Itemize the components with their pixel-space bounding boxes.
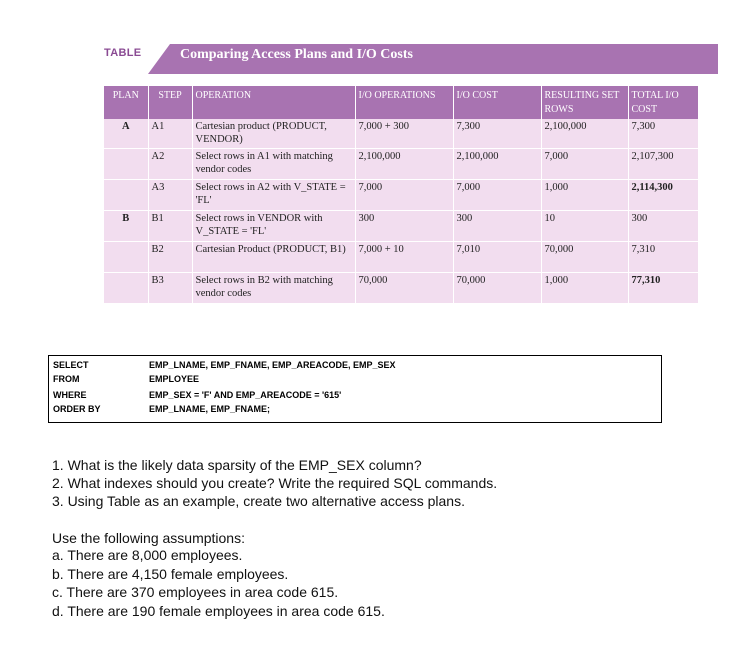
sql-query-box [48, 355, 662, 423]
step-cell: B2 [148, 242, 192, 273]
plan-cell [104, 180, 148, 211]
operation-cell: Cartesian product (PRODUCT, VENDOR) [192, 119, 355, 149]
result-rows-cell: 1,000 [541, 273, 628, 304]
io-cost-cell: 7,000 [453, 180, 541, 211]
table-row [104, 149, 698, 180]
result-rows-cell: 2,100,000 [541, 119, 628, 149]
assumption-item: b. There are 4,150 female employees. [52, 566, 289, 582]
operation-cell: Cartesian Product (PRODUCT, B1) [192, 242, 355, 273]
sql-select-keyword: SELECT [53, 360, 89, 370]
sql-from-table: EMPLOYEE [149, 374, 200, 384]
table-row [104, 273, 698, 304]
access-plans-table [104, 86, 699, 304]
io-ops-cell: 7,000 + 300 [355, 119, 453, 149]
assumption-item: a. There are 8,000 employees. [52, 547, 243, 563]
io-ops-cell: 300 [355, 211, 453, 242]
col-header-result-rows: RESULTING SET ROWS [541, 86, 628, 119]
operation-cell: Select rows in A2 with V_STATE = 'FL' [192, 180, 355, 211]
figure-title: Comparing Access Plans and I/O Costs [180, 47, 413, 62]
operation-cell: Select rows in A1 with matching vendor codes [192, 149, 355, 180]
operation-cell: Select rows in B2 with matching vendor codes [192, 273, 355, 304]
sql-orderby-columns: EMP_LNAME, EMP_FNAME; [149, 404, 271, 414]
io-ops-cell: 7,000 [355, 180, 453, 211]
io-cost-cell: 7,010 [453, 242, 541, 273]
question-1: 1. What is the likely data sparsity of the EMP_SEX column? [52, 457, 422, 473]
step-cell: B1 [148, 211, 192, 242]
io-cost-cell: 70,000 [453, 273, 541, 304]
step-cell: A2 [148, 149, 192, 180]
col-header-total-cost: TOTAL I/O COST [628, 86, 698, 119]
step-cell: A1 [148, 119, 192, 149]
sql-where-keyword: WHERE [53, 390, 87, 400]
col-header-plan: PLAN [104, 86, 148, 119]
figure-tag: TABLE [104, 47, 142, 59]
plan-cell: A [104, 119, 148, 149]
total-cost-cell: 300 [628, 211, 698, 242]
col-header-operation: OPERATION [192, 86, 355, 119]
table-header-row [104, 86, 698, 119]
io-cost-cell: 2,100,000 [453, 149, 541, 180]
sql-where-condition: EMP_SEX = 'F' AND EMP_AREACODE = '615' [149, 390, 342, 400]
figure-header [104, 40, 718, 72]
total-cost-cell: 77,310 [628, 273, 698, 304]
result-rows-cell: 70,000 [541, 242, 628, 273]
plan-cell [104, 242, 148, 273]
col-header-io-ops: I/O OPERATIONS [355, 86, 453, 119]
plan-cell [104, 273, 148, 304]
result-rows-cell: 10 [541, 211, 628, 242]
io-ops-cell: 2,100,000 [355, 149, 453, 180]
step-cell: B3 [148, 273, 192, 304]
operation-cell: Select rows in VENDOR with V_STATE = 'FL' [192, 211, 355, 242]
access-plans-figure [104, 40, 718, 299]
io-cost-cell: 300 [453, 211, 541, 242]
total-cost-cell: 7,300 [628, 119, 698, 149]
result-rows-cell: 1,000 [541, 180, 628, 211]
assumption-item: c. There are 370 employees in area code 615. [52, 584, 339, 600]
io-ops-cell: 7,000 + 10 [355, 242, 453, 273]
table-row [104, 180, 698, 211]
assumptions-intro: Use the following assumptions: [52, 530, 245, 546]
sql-from-keyword: FROM [53, 374, 80, 384]
step-cell: A3 [148, 180, 192, 211]
question-3: 3. Using Table as an example, create two alternative access plans. [52, 493, 465, 509]
sql-select-columns: EMP_LNAME, EMP_FNAME, EMP_AREACODE, EMP_SEX [149, 360, 396, 370]
question-2: 2. What indexes should you create? Write the required SQL commands. [52, 475, 498, 491]
io-cost-cell: 7,300 [453, 119, 541, 149]
total-cost-cell: 7,310 [628, 242, 698, 273]
assumption-item: d. There are 190 female employees in area code 615. [52, 603, 385, 619]
total-cost-cell: 2,114,300 [628, 180, 698, 211]
table-row [104, 242, 698, 273]
col-header-io-cost: I/O COST [453, 86, 541, 119]
table-row [104, 119, 698, 149]
result-rows-cell: 7,000 [541, 149, 628, 180]
table-row [104, 211, 698, 242]
io-ops-cell: 70,000 [355, 273, 453, 304]
plan-cell: B [104, 211, 148, 242]
col-header-step: STEP [148, 86, 192, 119]
sql-orderby-keyword: ORDER BY [53, 404, 101, 414]
plan-cell [104, 149, 148, 180]
total-cost-cell: 2,107,300 [628, 149, 698, 180]
